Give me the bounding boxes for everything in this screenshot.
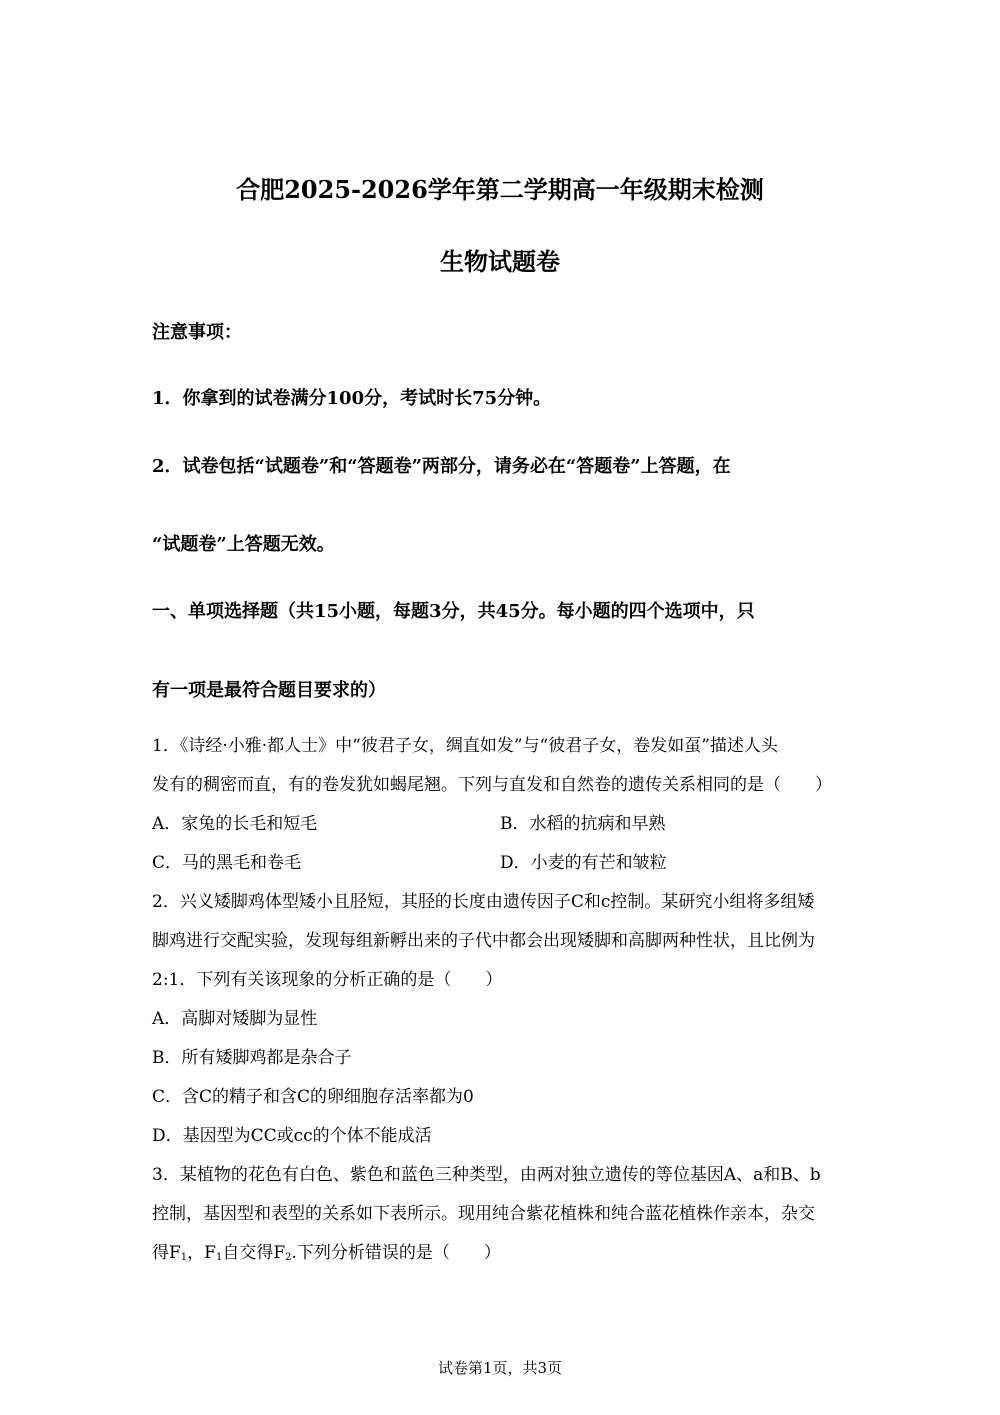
q3-subscript-3: 2: [285, 1252, 292, 1263]
question-1-option-c: C．马的黑毛和卷毛: [152, 853, 302, 873]
exam-subtitle: 生物试题卷: [440, 247, 560, 276]
notice-heading: 注意事项：: [152, 322, 242, 343]
question-1-line-1: 1．《诗经·小雅·都人士》中“彼君子女，绸直如发”与“彼君子女，卷发如虿”描述人头: [152, 736, 778, 756]
question-2-option-b: B．所有矮脚鸡都是杂合子: [152, 1048, 352, 1068]
question-2-line-2: 脚鸡进行交配实验，发现每组新孵出来的子代中都会出现矮脚和高脚两种性状，且比例为: [152, 931, 815, 951]
question-2-option-c: C．含C的精子和含C的卵细胞存活率都为0: [152, 1087, 474, 1107]
question-1-option-a: A．家兔的长毛和短毛: [152, 814, 318, 834]
q3-text-a: 得F: [152, 1243, 181, 1263]
notice-item-1: 1．你拿到的试卷满分100分，考试时长75分钟。: [152, 388, 552, 409]
question-2-option-d: D．基因型为CC或cc的个体不能成活: [152, 1126, 432, 1146]
question-1-line-2: 发有的稠密而直，有的卷发犹如蝎尾翘。下列与直发和自然卷的遗传关系相同的是（ ）: [152, 775, 832, 795]
section-heading-line-1: 一、单项选择题（共15小题，每题3分，共45分。每小题的四个选项中，只: [152, 601, 755, 622]
q3-text-d: .下列分析错误的是（ ）: [291, 1243, 501, 1263]
question-3-line-1: 3．某植物的花色有白色、紫色和蓝色三种类型，由两对独立遗传的等位基因A、a和B、b: [152, 1165, 821, 1185]
question-3-line-3: [152, 1238, 501, 1263]
question-2-line-3: 2:1．下列有关该现象的分析正确的是（ ）: [152, 970, 503, 990]
question-2-line-1: 2．兴义矮脚鸡体型矮小且胫短，其胫的长度由遗传因子C和c控制。某研究小组将多组矮: [152, 892, 815, 912]
question-1-option-d: D．小麦的有芒和皱粒: [500, 853, 667, 873]
q3-subscript-1: 1: [180, 1252, 188, 1263]
question-3-line-2: 控制，基因型和表型的关系如下表所示。现用纯合紫花植株和纯合蓝花植株作亲本，杂交: [152, 1204, 815, 1224]
notice-item-2-line-1: 2．试卷包括“试题卷”和“答题卷”两部分，请务必在“答题卷”上答题，在: [152, 456, 731, 477]
q3-text-c: 自交得F: [222, 1243, 286, 1263]
page-footer: 试卷第1页，共3页: [437, 1359, 563, 1377]
q3-subscript-2: 1: [215, 1252, 223, 1263]
section-heading-line-2: 有一项是最符合题目要求的）: [152, 680, 386, 701]
question-1-option-b: B．水稻的抗病和早熟: [500, 814, 666, 834]
notice-item-2-line-2: “试题卷”上答题无效。: [152, 534, 335, 555]
q3-text-b: ，F: [187, 1243, 216, 1263]
exam-title: 合肥2025-2026学年第二学期高一年级期末检测: [236, 175, 764, 204]
question-2-option-a: A．高脚对矮脚为显性: [152, 1009, 318, 1029]
